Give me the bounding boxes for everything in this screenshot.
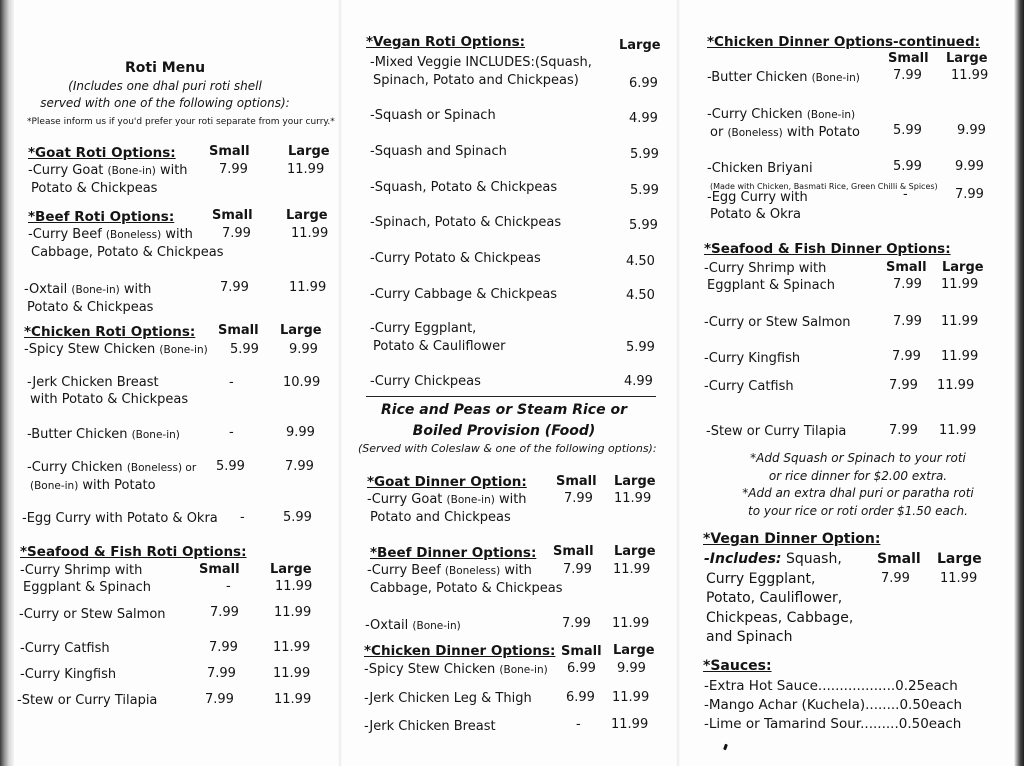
item-line: [24, 282, 151, 297]
item-text: Potato and Chickpeas: [370, 510, 511, 525]
chicken-dinner-continued-header: *Chicken Dinner Options-continued:: [707, 34, 981, 50]
large-label: Large: [613, 643, 655, 658]
menu-item-name: [28, 226, 223, 261]
large-price: 11.99: [939, 423, 977, 438]
item-text: -Stew or Curry Tilapia: [706, 424, 847, 439]
item-line: [704, 315, 851, 330]
item-text: Eggplant & Spinach: [23, 580, 151, 595]
item-line: [704, 278, 835, 293]
large-price: 7.99: [285, 459, 314, 474]
roti-menu-title: Roti Menu: [125, 60, 206, 76]
item-text: -Spicy Stew Chicken: [24, 342, 160, 357]
item-line: [24, 342, 208, 357]
vegan-price: 6.99: [629, 76, 658, 91]
item-line: [707, 125, 860, 140]
item-text: -Spicy Stew Chicken: [364, 662, 500, 677]
large-price: 11.99: [291, 226, 329, 241]
item-note: (Bone-in): [107, 165, 156, 177]
item-line: [19, 607, 166, 622]
rice-section-subtitle: (Served with Coleslaw & one of the following options):: [358, 442, 657, 455]
large-price: 9.99: [617, 661, 646, 676]
item-text: -Jerk Chicken Breast: [27, 375, 159, 390]
small-price: 7.99: [564, 491, 593, 506]
sauce-item: -Mango Achar (Kuchela)........0.50each: [704, 697, 963, 713]
small-price: -: [229, 425, 234, 440]
item-text: -Curry Beef: [28, 227, 106, 242]
sauce-item: -Lime or Tamarind Sour.........0.50each: [704, 716, 962, 732]
small-price: 7.99: [893, 314, 922, 329]
small-price: 7.99: [881, 571, 910, 586]
large-price: 9.99: [289, 342, 318, 357]
page-fold: [676, 0, 680, 766]
item-text: -Curry Catfish: [704, 379, 794, 394]
item-line: [365, 618, 461, 633]
vegan-price: 5.99: [626, 340, 655, 355]
large-price: 11.99: [612, 616, 650, 631]
item-line: [370, 215, 561, 230]
small-label: Small: [561, 644, 602, 659]
item-note: (Boneless): [444, 565, 501, 577]
large-price: 10.99: [283, 375, 321, 390]
item-line: [27, 478, 156, 493]
item-line: [27, 460, 196, 475]
menu-item-name: [370, 286, 557, 303]
item-text: -Curry Kingfish: [20, 667, 117, 682]
small-label: Small: [553, 544, 594, 559]
item-line: [27, 375, 159, 390]
item-line: [370, 339, 505, 354]
small-price: 7.99: [893, 68, 922, 83]
menu-item-name: [367, 562, 562, 597]
item-line: [367, 581, 562, 596]
item-line: [367, 563, 532, 578]
large-label: Large: [946, 51, 988, 66]
item-text: -Curry or Stew Salmon: [19, 607, 166, 622]
large-price: 11.99: [613, 562, 651, 577]
small-label: Small: [218, 323, 259, 338]
large-price: 11.99: [289, 280, 327, 295]
includes-line: Potato, Cauliflower,: [706, 590, 843, 606]
menu-item-name: [364, 718, 496, 735]
large-price: 5.99: [283, 510, 312, 525]
menu-item-name: [19, 606, 166, 623]
item-line: [370, 55, 592, 70]
item-text: -Curry Chicken: [707, 107, 807, 122]
item-line: [370, 180, 557, 195]
large-price: 9.99: [286, 425, 315, 440]
addon-line: *Add Squash or Spinach to your roti: [750, 451, 966, 465]
item-text: -Curry or Stew Salmon: [704, 315, 851, 330]
includes-line: and Spinach: [706, 629, 793, 645]
large-price: 11.99: [941, 349, 979, 364]
rice-title-line: Boiled Provision (Food): [412, 423, 596, 439]
chicken-roti-header: *Chicken Roti Options:: [24, 324, 196, 340]
menu-item-name: [370, 179, 557, 196]
item-text: -Curry Eggplant,: [370, 321, 477, 336]
small-price: 7.99: [892, 349, 921, 364]
small-price: 7.99: [889, 423, 918, 438]
small-label: Small: [886, 260, 927, 275]
vegan-price: 4.50: [626, 288, 655, 303]
large-price: 11.99: [612, 690, 650, 705]
item-text: -Curry Goat: [367, 492, 447, 507]
large-label: Large: [614, 544, 656, 559]
item-line: [28, 163, 188, 178]
small-price: 7.99: [562, 616, 591, 631]
item-note: (Bone-in): [30, 480, 79, 492]
item-text: Potato & Okra: [710, 207, 801, 222]
item-text: -Curry Beef: [367, 563, 445, 578]
item-line: [704, 351, 800, 366]
item-text: -Butter Chicken: [27, 427, 132, 442]
beef-roti-header: *Beef Roti Options:: [28, 209, 175, 225]
large-price: 11.99: [937, 378, 975, 393]
menu-item-name: [28, 162, 188, 197]
small-price: -: [576, 717, 581, 732]
item-text: -Squash and Spinach: [370, 144, 507, 159]
item-text: -Chicken Briyani: [707, 161, 813, 176]
item-text: -Curry Shrimp with: [20, 563, 143, 578]
vegan-dinner-includes: [704, 550, 853, 648]
item-text: -Curry Catfish: [20, 641, 110, 656]
item-note: (Bone-in): [446, 494, 495, 506]
vegan-price: 5.99: [630, 147, 659, 162]
item-note: (Boneless): [105, 229, 162, 241]
item-note: (Bone-in): [806, 109, 856, 121]
includes-line: Chickpeas, Cabbage,: [706, 609, 854, 626]
large-price: 11.99: [611, 717, 649, 732]
item-text: -Curry Kingfish: [704, 351, 801, 366]
item-text: -Curry Shrimp with: [704, 261, 827, 276]
large-price: 11.99: [274, 692, 312, 707]
menu-item-name: [704, 350, 800, 367]
small-price: 5.99: [230, 342, 259, 357]
includes-line: Curry Eggplant,: [706, 570, 816, 587]
menu-item-name: [706, 423, 846, 440]
menu-item-name: [370, 373, 481, 390]
item-note: (Bone-in): [499, 664, 548, 676]
menu-item-name: [17, 692, 157, 709]
rice-section-title: [352, 400, 656, 442]
large-price: 11.99: [273, 640, 311, 655]
item-text: -Spinach, Potato & Chickpeas: [370, 215, 562, 230]
item-line: [707, 207, 801, 222]
large-price: 11.99: [274, 605, 312, 620]
addon-line: to your rice or roti order $1.50 each.: [748, 503, 968, 518]
menu-item-name: [27, 459, 196, 495]
menu-item-name: [364, 661, 548, 679]
item-line: [370, 287, 557, 302]
large-price: 9.99: [957, 123, 986, 138]
small-price: 6.99: [567, 661, 596, 676]
small-price: 6.99: [566, 690, 595, 705]
small-price: 7.99: [220, 280, 249, 295]
item-line: [367, 510, 511, 525]
small-price: 7.99: [210, 605, 239, 620]
vegan-price: 4.99: [624, 374, 653, 389]
item-line: [370, 251, 541, 266]
menu-item-name: [370, 320, 505, 356]
item-fine-print: (Made with Chicken, Basmati Rice, Green Chilli & Spices): [710, 182, 938, 191]
vegan-price: 4.99: [629, 111, 658, 126]
menu-item-name: [370, 214, 561, 231]
menu-item-name: [370, 143, 507, 160]
addon-notes: [716, 450, 1000, 520]
small-price: 7.99: [205, 692, 234, 707]
chicken-dinner-header: *Chicken Dinner Options:: [364, 643, 556, 659]
item-line: [364, 691, 532, 706]
item-note: (Bone-in): [412, 620, 461, 632]
roti-menu-subtitle: [30, 78, 300, 112]
menu-item-name: [370, 107, 496, 124]
item-text: -Curry Potato & Chickpeas: [370, 251, 541, 266]
item-text: with: [119, 282, 152, 297]
subtitle-line: served with one of the following options):: [40, 96, 290, 110]
large-price: 7.99: [955, 187, 984, 202]
small-price: 5.99: [216, 459, 245, 474]
item-line: [707, 70, 860, 85]
item-text: Eggplant & Spinach: [707, 278, 835, 293]
large-price: 11.99: [273, 666, 311, 681]
large-price: 11.99: [941, 314, 979, 329]
item-line: [20, 563, 142, 578]
item-text: -Curry Cabbage & Chickpeas: [370, 287, 558, 302]
item-text: with: [155, 163, 188, 178]
large-label: Large: [270, 562, 312, 577]
small-price: -: [226, 579, 231, 594]
menu-item-name: [20, 562, 151, 596]
small-label: Small: [212, 208, 253, 223]
item-line: [364, 719, 496, 734]
item-text: with: [161, 227, 193, 242]
menu-item-name: [704, 314, 851, 331]
item-note: (Boneless): [727, 127, 783, 139]
ink-mark: [723, 744, 728, 751]
small-price: 7.99: [207, 666, 236, 681]
item-text: or: [710, 125, 728, 140]
large-price: 11.99: [940, 571, 978, 586]
vegan-dinner-header: *Vegan Dinner Option:: [703, 531, 881, 547]
addon-line: *Add an extra dhal puri or paratha roti: [742, 486, 974, 500]
goat-dinner-header: *Goat Dinner Option:: [367, 474, 527, 490]
item-line: [370, 321, 476, 336]
menu-item-name: [370, 54, 592, 90]
item-line: [22, 511, 218, 526]
item-note: (Bone-in): [811, 72, 860, 84]
item-line: [27, 427, 180, 442]
menu-item-name: [704, 260, 835, 294]
menu-item-name: [24, 281, 153, 316]
menu-item-name: [27, 374, 188, 408]
item-text: -Curry Chickpeas: [370, 374, 481, 389]
large-label: Large: [280, 323, 322, 338]
small-price: 5.99: [893, 123, 922, 138]
item-text: Cabbage, Potato & Chickpeas: [31, 245, 224, 260]
item-text: -Butter Chicken: [707, 70, 812, 85]
item-line: [707, 161, 813, 176]
small-price: 7.99: [209, 640, 238, 655]
item-note: (Bone-in): [131, 429, 180, 441]
menu-item-name: [707, 69, 860, 87]
scan-shadow-right: [1014, 0, 1024, 766]
item-text: Spinach, Potato and Chickpeas): [373, 73, 579, 88]
item-line: [367, 492, 527, 507]
sauce-item: -Extra Hot Sauce..................0.25each: [704, 678, 958, 694]
item-text: -Squash, Potato & Chickpeas: [370, 180, 558, 195]
large-label: Large: [288, 144, 330, 159]
vegan-price: 4.50: [626, 254, 655, 269]
sauces-header: *Sauces:: [703, 658, 772, 674]
menu-item-name: [22, 510, 218, 527]
small-price: 7.99: [563, 562, 592, 577]
menu-item-name: [20, 640, 110, 657]
small-price: 7.99: [222, 226, 251, 241]
small-label: Small: [888, 51, 929, 66]
beef-dinner-header: *Beef Dinner Options:: [370, 545, 537, 561]
goat-roti-header: *Goat Roti Options:: [28, 145, 176, 161]
small-price: 7.99: [219, 162, 248, 177]
small-label: Small: [556, 474, 597, 489]
item-line: [704, 379, 794, 394]
large-price: 11.99: [614, 491, 652, 506]
item-line: [17, 693, 157, 708]
item-text: with Potato: [78, 478, 156, 493]
item-line: [707, 107, 855, 122]
item-text: -Stew or Curry Tilapia: [17, 693, 158, 708]
vegan-price: 5.99: [629, 218, 658, 233]
includes-line: Squash,: [781, 551, 842, 567]
sauces-list: [704, 677, 962, 734]
menu-item-name: [704, 378, 794, 395]
small-price: -: [903, 187, 908, 202]
menu-item-name: [370, 250, 541, 267]
item-text: -Egg Curry with Potato & Okra: [22, 511, 218, 526]
section-divider: [366, 396, 656, 397]
menu-item-name: [27, 426, 180, 444]
item-line: [364, 662, 548, 677]
large-price: 11.99: [951, 68, 989, 83]
menu-item-name: [707, 106, 860, 142]
vegan-price: 5.99: [630, 183, 659, 198]
item-line: [706, 424, 846, 439]
item-text: -Curry Goat: [28, 163, 108, 178]
item-line: [28, 227, 193, 242]
menu-item-name: [20, 666, 116, 683]
item-text: -Oxtail: [365, 618, 413, 633]
rice-title-line: Rice and Peas or Steam Rice or: [381, 402, 627, 418]
item-text: with: [500, 563, 532, 578]
seafood-roti-header: *Seafood & Fish Roti Options:: [20, 544, 247, 560]
large-price: 11.99: [287, 162, 325, 177]
subtitle-line: (Includes one dhal puri roti shell: [68, 79, 262, 93]
item-text: with Potato & Chickpeas: [30, 392, 189, 407]
large-label: Large: [286, 208, 328, 223]
item-line: [370, 374, 481, 389]
small-label: Small: [209, 144, 250, 159]
menu-item-name: [367, 491, 527, 526]
item-text: -Oxtail: [24, 282, 72, 297]
item-text: with: [494, 492, 527, 507]
small-price: 7.99: [893, 277, 922, 292]
large-price: 9.99: [955, 159, 984, 174]
page-fold: [338, 0, 342, 766]
menu-item-name: [364, 690, 532, 707]
item-line: [370, 108, 496, 123]
roti-separate-note: *Please inform us if you'd prefer your roti separate from your curry.*: [27, 117, 335, 127]
small-price: -: [240, 510, 245, 525]
menu-item-name: [707, 189, 808, 223]
item-text: with Potato: [782, 125, 860, 140]
addon-line: or rice dinner for $2.00 extra.: [768, 468, 948, 483]
item-line: [707, 190, 808, 205]
item-line: [28, 181, 157, 196]
item-line: [24, 300, 153, 315]
item-line: [370, 73, 579, 88]
small-price: 7.99: [889, 378, 918, 393]
item-text: -Jerk Chicken Breast: [364, 719, 496, 734]
item-note: (Boneless) or: [126, 462, 197, 474]
small-label: Small: [877, 551, 921, 567]
menu-item-name: [365, 617, 461, 635]
item-text: -Jerk Chicken Leg & Thigh: [364, 691, 532, 706]
item-note: (Bone-in): [71, 284, 120, 296]
large-label: Large: [619, 38, 661, 53]
vegan-roti-header: *Vegan Roti Options:: [366, 34, 526, 50]
item-line: [704, 261, 826, 276]
item-line: [20, 580, 151, 595]
item-line: [370, 144, 507, 159]
item-line: [27, 392, 188, 407]
item-note: (Bone-in): [159, 344, 208, 356]
item-text: -Curry Chicken: [27, 460, 127, 475]
small-price: -: [229, 375, 234, 390]
small-price: 5.99: [893, 159, 922, 174]
scan-shadow-left: [0, 0, 14, 766]
large-price: 11.99: [941, 277, 979, 292]
item-line: [20, 641, 110, 656]
item-line: [28, 245, 223, 260]
menu-item-name: [24, 341, 208, 359]
item-text: -Mixed Veggie INCLUDES:(Squash,: [370, 55, 592, 70]
large-price: 11.99: [275, 579, 313, 594]
item-text: Potato & Chickpeas: [31, 181, 158, 196]
item-text: Cabbage, Potato & Chickpeas: [370, 581, 563, 596]
item-text: Potato & Chickpeas: [27, 300, 154, 315]
item-line: [20, 667, 116, 682]
large-label: Large: [614, 474, 656, 489]
small-label: Small: [199, 562, 240, 577]
item-text: Potato & Cauliflower: [373, 339, 506, 354]
large-label: Large: [942, 260, 984, 275]
item-text: -Egg Curry with: [707, 190, 808, 205]
item-text: -Squash or Spinach: [370, 108, 496, 123]
large-label: Large: [937, 551, 982, 567]
includes-label: -Includes:: [704, 551, 782, 567]
seafood-dinner-header: *Seafood & Fish Dinner Options:: [704, 241, 951, 257]
